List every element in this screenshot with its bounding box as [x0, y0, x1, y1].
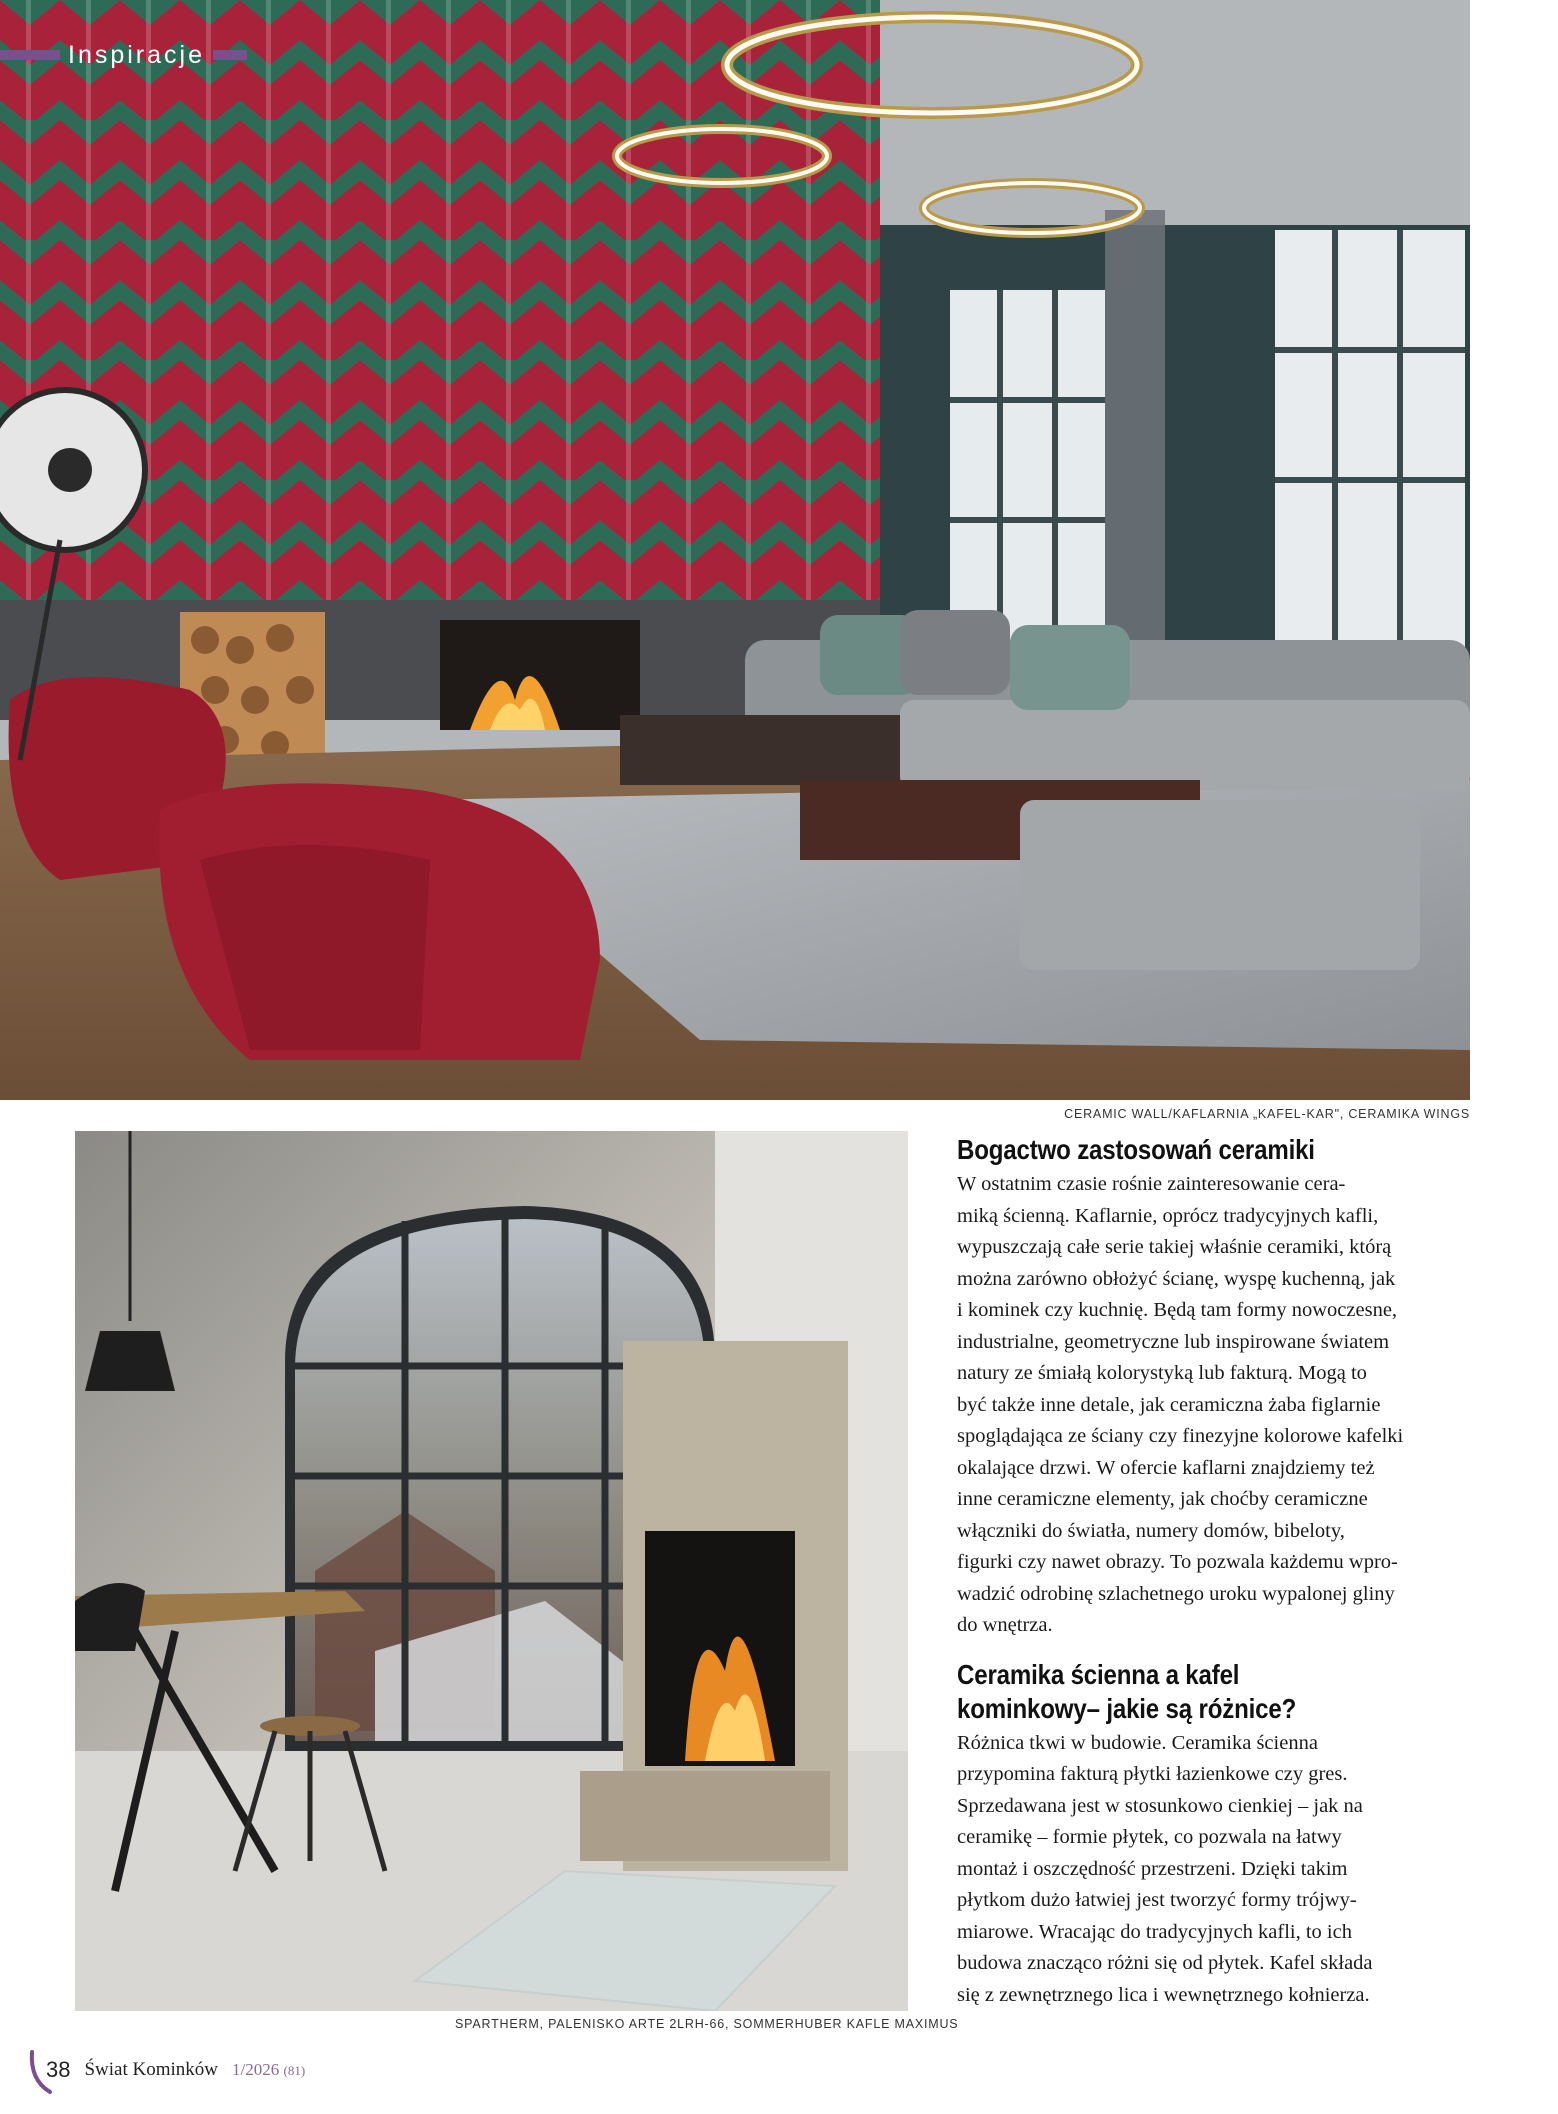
text-line: figurki czy nawet obrazy. To pozwala każdemu wpro-	[957, 1551, 1398, 1573]
text-line: do wnętrza.	[957, 1614, 1053, 1636]
section-tag-bar-end	[213, 50, 247, 60]
text-line: natury ze śmiałą kolorystyką lub fakturą. Mogą to	[957, 1362, 1367, 1384]
heading-ceramics-uses: Bogactwo zastosowań ceramiki	[957, 1134, 1315, 1165]
paragraph-wall-vs-stove-tile	[957, 1728, 1472, 2012]
text-line: można zarówno obłożyć ścianę, wyspę kuchenną, jak	[957, 1267, 1396, 1290]
text-line: przypomina fakturą płytki łazienkowe czy gres.	[957, 1763, 1348, 1785]
text-line: Sprzedawana jest w stosunkowo cienkiej – jak na	[957, 1794, 1363, 1817]
issue-info	[232, 2060, 305, 2080]
text-line: się z zewnętrznego lica i wewnętrznego kołnierza.	[957, 1983, 1370, 2006]
paragraph-ceramics-uses	[957, 1169, 1472, 1642]
page-footer	[30, 2050, 305, 2090]
text-line: być także inne detale, jak ceramiczna żaba figlarnie	[957, 1393, 1381, 1416]
page-number: 38	[46, 2057, 71, 2082]
text-line: industrialne, geometryczne lub inspirowane światem	[957, 1330, 1390, 1353]
section-tag-bar	[0, 50, 60, 60]
magazine-name: Świat Kominków	[84, 2059, 219, 2080]
text-line: ceramikę – formie płytek, co pozwala na łatwy	[957, 1826, 1342, 1848]
article-column	[957, 1133, 1472, 2011]
text-line: wypuszczają całe serie takiej właśnie ceramiki, którą	[957, 1236, 1392, 1258]
text-line: miarowe. Wracając do tradycyjnych kafli, to ich	[957, 1920, 1352, 1943]
text-line: Różnica tkwi w budowie. Ceramika ścienna	[957, 1731, 1318, 1754]
arched-window-fireplace-illustration	[75, 1131, 908, 2011]
hero-photo-credit: CERAMIC WALL/KAFLARNIA „KAFEL-KAR", CERAMIKA WINGS	[1064, 1107, 1470, 1121]
text-line: wadzić odrobinę szlachetnego uroku wypalonej gliny	[957, 1582, 1395, 1605]
fireplace-photo	[75, 1131, 908, 2011]
heading-line: kominkowy– jakie są różnice?	[957, 1692, 1297, 1724]
text-line: budowa znacząco różni się od płytek. Kafel składa	[957, 1952, 1373, 1974]
issue-date: 1/2026	[232, 2060, 280, 2079]
text-line: płytkom dużo łatwiej jest tworzyć formy trójwy-	[957, 1889, 1357, 1911]
text-line: W ostatnim czasie rośnie zainteresowanie cera-	[957, 1173, 1346, 1195]
text-line: włączniki do światła, numery domów, bibeloty,	[957, 1519, 1345, 1542]
text-line: inne ceramiczne elementy, jak choćby ceramiczne	[957, 1488, 1368, 1510]
text-line: i kominek czy kuchnię. Będą tam formy nowoczesne,	[957, 1299, 1398, 1321]
heading-line: Ceramika ścienna a kafel	[957, 1658, 1240, 1690]
fireplace-photo-credit: SPARTHERM, PALENISKO ARTE 2LRH-66, SOMMERHUBER KAFLE MAXIMUS	[455, 2017, 959, 2031]
section-tag	[0, 40, 247, 69]
text-line: montaż i oszczędność przestrzeni. Dzięki takim	[957, 1857, 1348, 1880]
section-label: Inspiracje	[68, 40, 205, 69]
text-line: okalające drzwi. W ofercie kaflarni znajdziemy też	[957, 1456, 1375, 1479]
text-line: spoglądająca ze ściany czy finezyjne kolorowe kafelki	[957, 1425, 1404, 1447]
hero-photo	[0, 0, 1470, 1100]
heading-wall-vs-stove-tile	[957, 1658, 1464, 1726]
issue-number: (81)	[283, 2063, 306, 2078]
living-room-illustration	[0, 0, 1470, 1100]
text-line: miką ścienną. Kaflarnie, oprócz tradycyjnych kafli,	[957, 1204, 1379, 1227]
